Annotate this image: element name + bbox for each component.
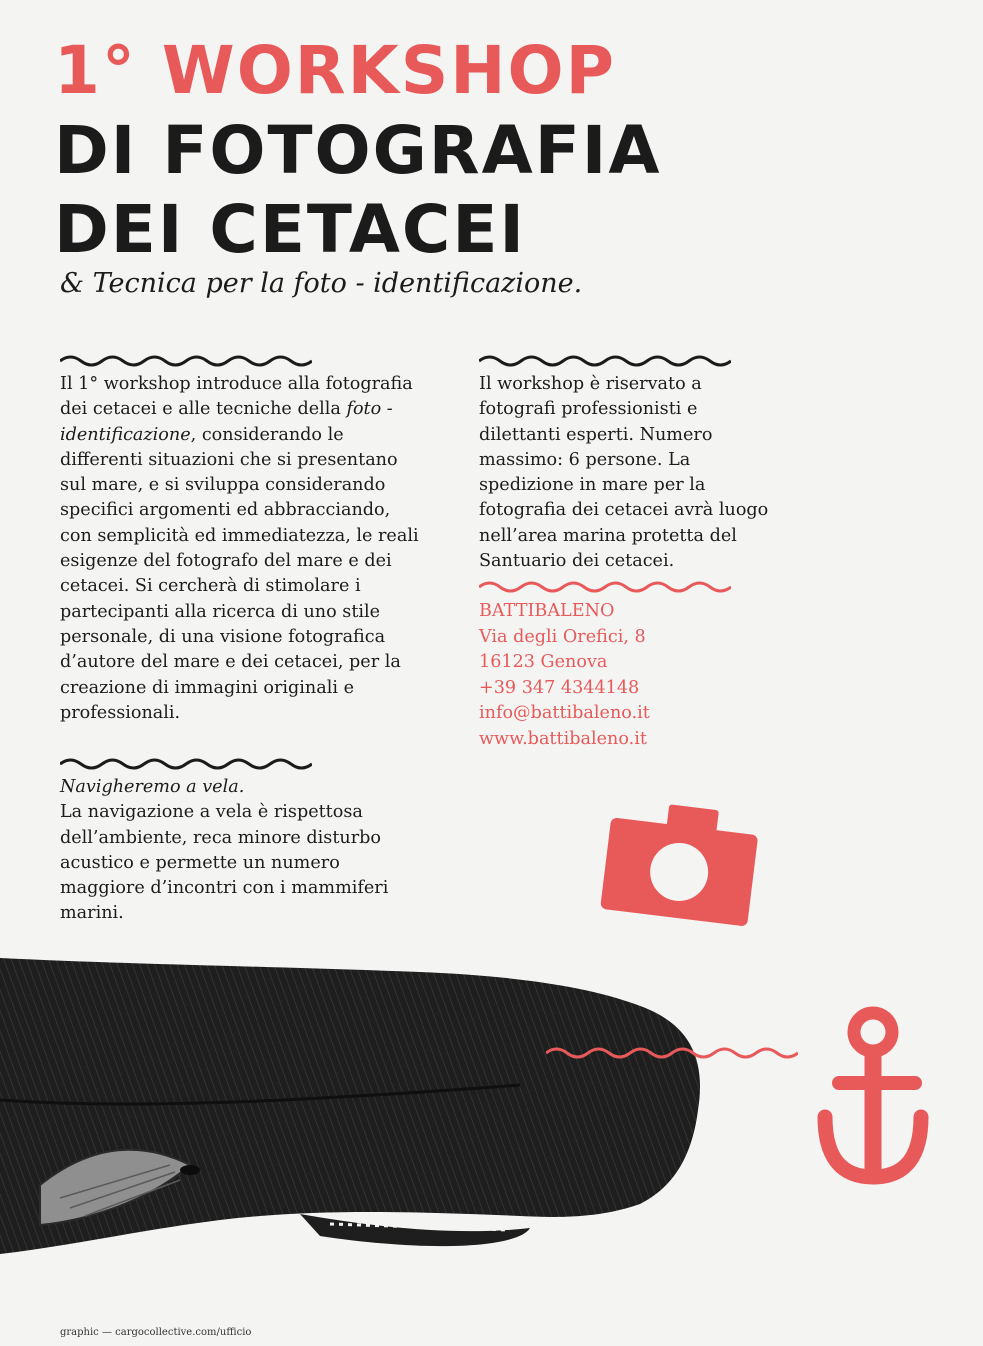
intro-text-2: , considerando le differenti situazioni che si presentano sul mare, e si sviluppa considerando specifici argomenti ed abbracciando, con semplicità ed immediatezza, le reali esigenze del fotografo del mare e dei cetacei. Si cercherà di stimolare i partecipanti alla ricerca di uno stile personale, di una visione fotografica d’autore del mare e dei cetacei, per la creazione di immagini originali e professionali. — [60, 424, 419, 723]
contact-phone: +39 347 4344148 — [479, 677, 640, 698]
contact-block — [479, 599, 779, 753]
contact-website[interactable]: www.battibaleno.it — [479, 728, 647, 749]
wave-divider-sailing — [60, 756, 312, 772]
sperm-whale-illustration — [0, 950, 700, 1290]
wave-divider-intro — [60, 353, 312, 369]
info-paragraph: Il workshop è riservato a fotografi professionisti e dilettanti esperti. Numero massimo: 6 persone. La spedizione in mare per la fotografia dei cetacei avrà luogo nell’area marina protetta del Santuario dei cetacei. — [479, 374, 769, 572]
subtitle: & Tecnica per la foto - identificazione. — [60, 268, 583, 299]
contact-email[interactable]: info@battibaleno.it — [479, 703, 650, 724]
wave-decoration — [546, 1045, 798, 1061]
camera-icon — [598, 800, 763, 930]
title-line-1: 1° WORKSHOP — [54, 32, 617, 109]
contact-city: 16123 Genova — [479, 652, 608, 673]
wave-divider-contact — [479, 579, 731, 595]
sailing-section — [60, 775, 400, 927]
intro-text-1: Il 1° workshop introduce alla fotografia dei cetacei e alle tecniche della — [60, 374, 413, 420]
intro-emphasis: foto - identificazione — [60, 399, 393, 445]
contact-name: BATTIBALENO — [479, 601, 615, 621]
anchor-icon — [815, 1005, 935, 1190]
title-line-3: DEI CETACEI — [54, 191, 526, 268]
sailing-text: La navigazione a vela è rispettosa dell’ambiente, reca minore disturbo acustico e permette un numero maggiore d’incontri con i mammiferi marini. — [60, 802, 389, 924]
wave-divider-info — [479, 353, 731, 369]
credit-line: graphic — cargocollective.com/ufficio — [60, 1327, 252, 1338]
title-line-2: DI FOTOGRAFIA — [54, 112, 662, 189]
sailing-heading: Navigheremo a vela. — [60, 777, 245, 797]
intro-paragraph — [60, 372, 425, 726]
contact-street: Via degli Orefici, 8 — [479, 626, 646, 647]
